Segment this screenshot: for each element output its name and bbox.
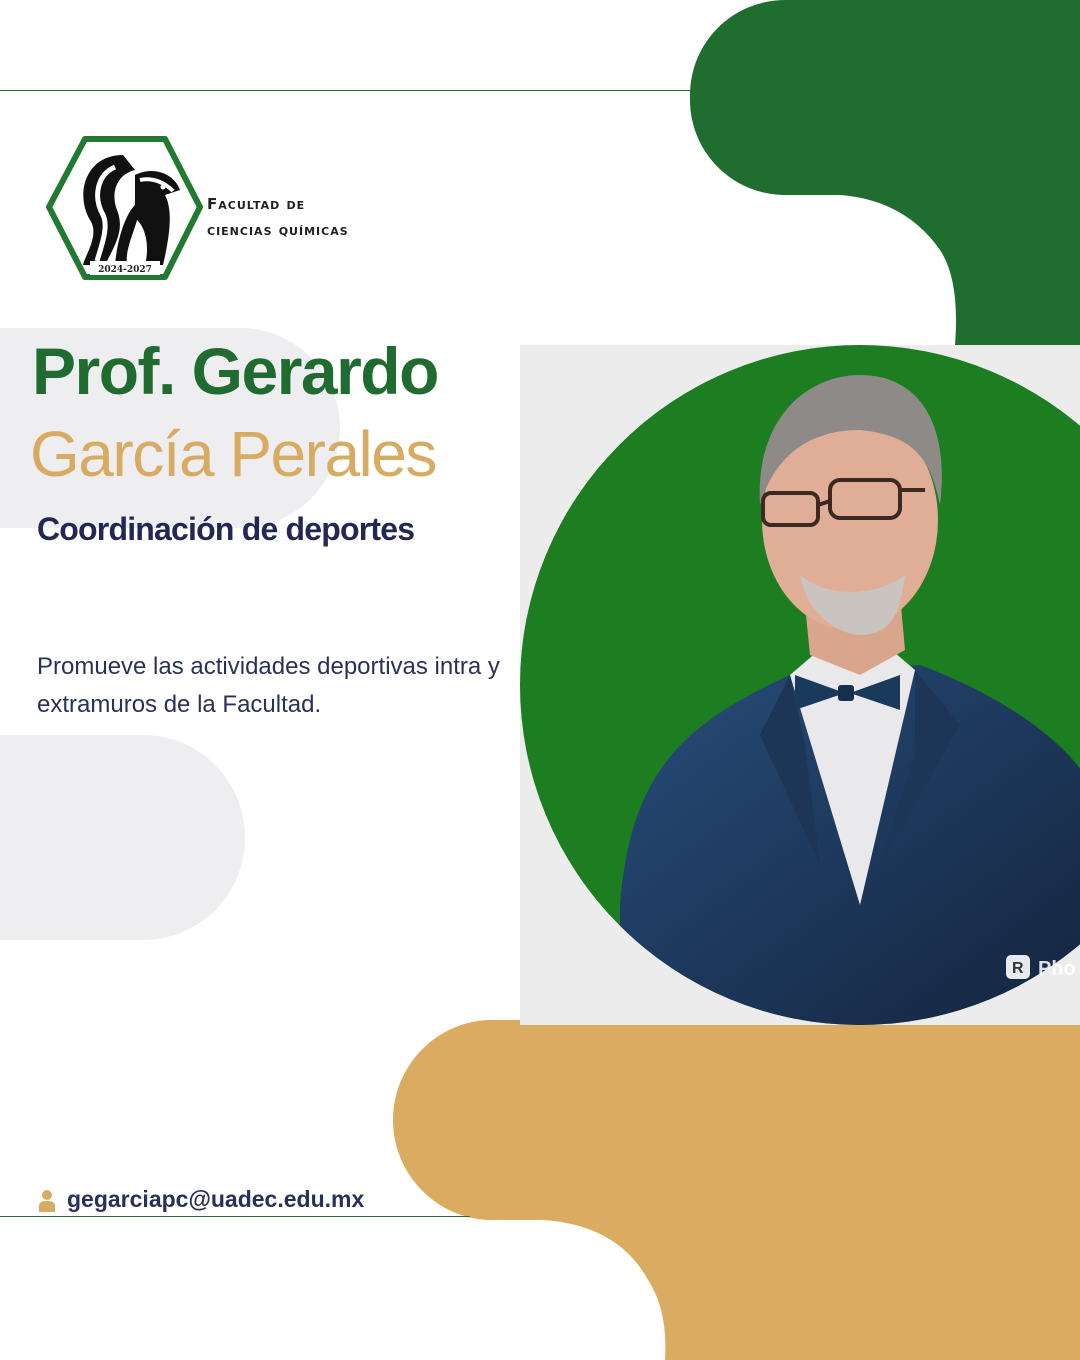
- profile-first-name: Prof. Gerardo: [32, 334, 438, 408]
- top-divider-line: [0, 90, 700, 91]
- photo-watermark: Pho: [1038, 958, 1076, 980]
- profile-role: Coordinación de deportes: [37, 511, 415, 547]
- gold-decor-shape: [393, 1020, 1080, 1360]
- profile-photo: [520, 345, 1080, 1025]
- contact-email-link[interactable]: gegarciapc@uadec.edu.mx: [67, 1186, 365, 1212]
- svg-text:R: R: [1012, 960, 1024, 977]
- gray-decor-shape-middle: [0, 735, 245, 940]
- bottom-divider-line: [0, 1216, 470, 1217]
- profile-description: Promueve las actividades deportivas intra y extramuros de la Facultad.: [37, 653, 500, 718]
- faculty-name-line1: Facultad de: [207, 195, 306, 213]
- profile-last-name: García Perales: [30, 418, 436, 490]
- faculty-name: [207, 191, 349, 243]
- skunk-hexagon-logo-icon: [45, 135, 205, 285]
- faculty-name-line2: ciencias químicas: [207, 221, 349, 239]
- green-decor-shape: [690, 0, 1080, 345]
- user-icon: [38, 1189, 56, 1213]
- logo-years: 2024-2027: [98, 265, 152, 275]
